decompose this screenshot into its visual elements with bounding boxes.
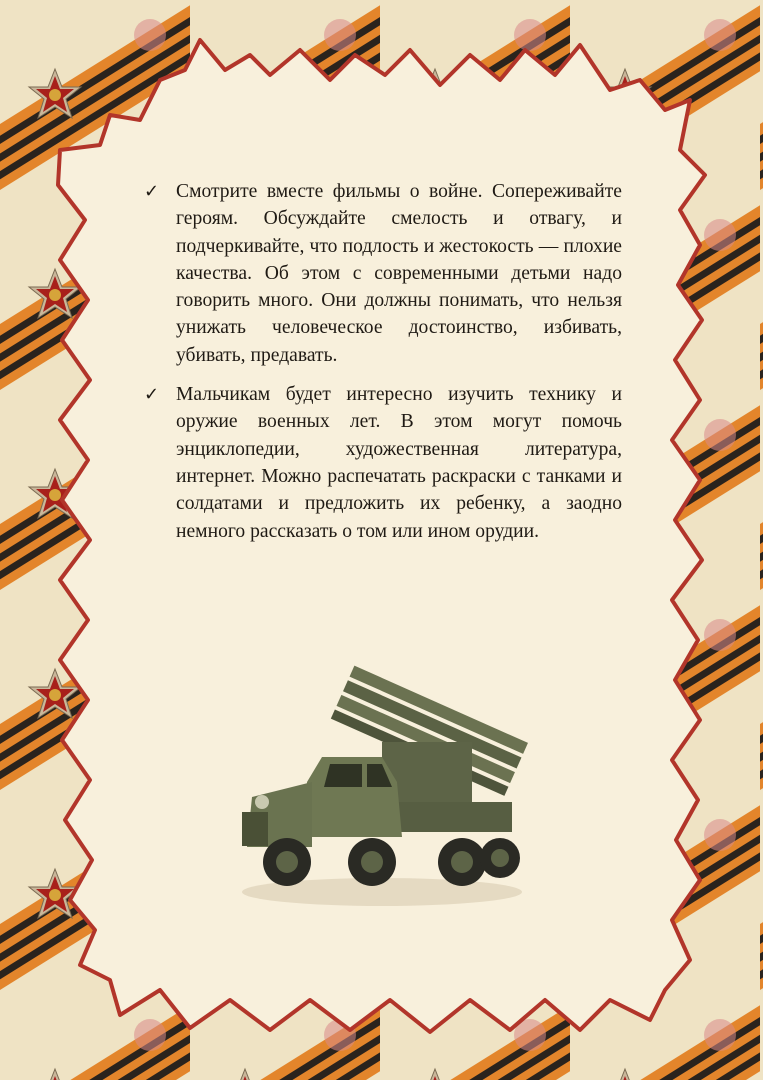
list-item-text: Смотрите вместе фильмы о войне. Сопереживайте героям. Обсуждайте смелость и отвагу, и подчеркивайте, что подлость и жестокость — плохие качества. Об этом с современными детьми надо говорить много. Они должны понимать, что нельзя унижать человеческое достоинство, избивать, убивать, предавать. bbox=[176, 181, 622, 366]
list-item bbox=[140, 178, 622, 369]
tips-content bbox=[140, 178, 622, 557]
rocket-launcher-truck-icon bbox=[232, 662, 532, 912]
list-item bbox=[140, 381, 622, 545]
list-item-text: Мальчикам будет интересно изучить технику и оружие военных лет. В этом могут помочь энциклопедии, художественная литература, интернет. Можно распечатать раскраски с танками и солдатами и предложить их ребенку, а заодно немного рассказать о том или ином орудии. bbox=[176, 384, 622, 542]
check-icon: ✓ bbox=[144, 384, 160, 406]
check-icon: ✓ bbox=[144, 181, 160, 202]
